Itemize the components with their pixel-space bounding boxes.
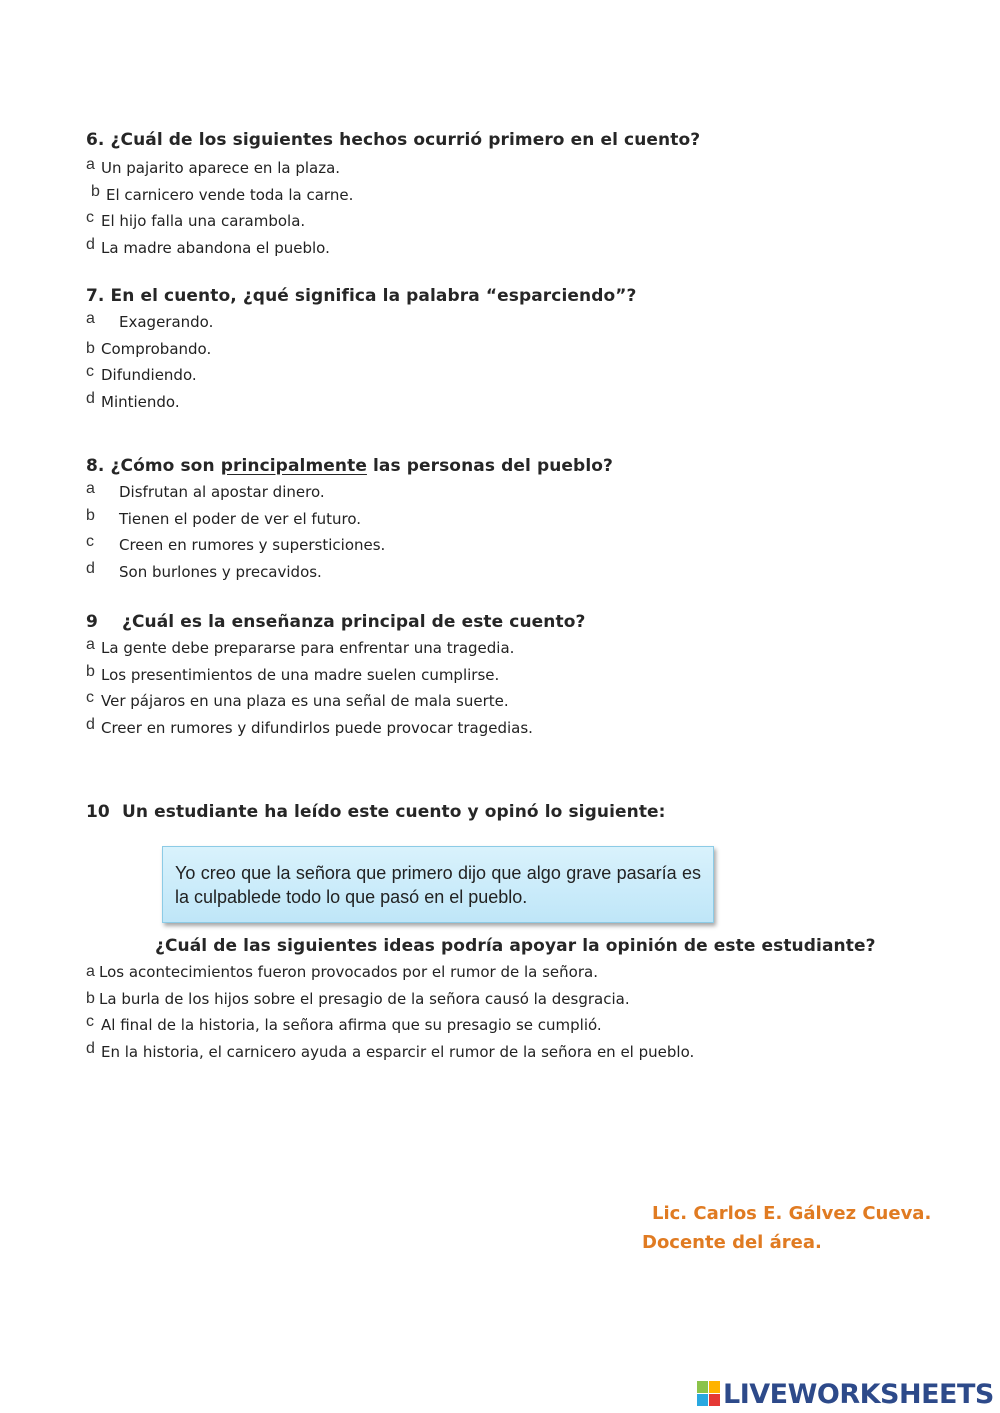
option-letter: c [86,689,94,706]
question-number: 10 [86,802,110,822]
option-text: El carnicero vende toda la carne. [106,185,354,204]
option-text: Exagerando. [119,313,214,331]
question-6-title [86,130,700,150]
option-text: Son burlones y precavidos. [119,562,322,581]
option-letter: a [86,480,95,497]
option-text: Creen en rumores y supersticiones. [119,536,386,554]
option-d[interactable] [86,389,637,416]
option-a[interactable] [86,635,585,662]
option-text: Disfrutan al apostar dinero. [119,483,325,501]
options-list [86,635,585,741]
question-7-title [86,286,637,306]
option-a[interactable] [86,155,700,182]
option-letter: b [91,182,100,200]
option-letter: c [86,1013,94,1030]
option-b[interactable] [86,336,637,363]
option-letter: c [86,209,94,226]
options-list [86,155,700,261]
option-text: Tienen el poder de ver el futuro. [119,509,362,528]
option-text: La madre abandona el pueblo. [101,238,330,257]
question-6 [86,130,700,261]
option-c[interactable] [86,532,613,559]
question-text-underlined: principalmente [220,456,367,476]
student-opinion-box [162,846,714,923]
option-text: La gente debe prepararse para enfrentar una tragedia. [101,639,515,657]
question-text-pre: ¿Cómo son [110,456,221,476]
signature-name: Lic. Carlos E. Gálvez Cueva. [652,1203,932,1224]
option-c[interactable] [86,688,585,715]
option-b[interactable] [86,662,585,689]
option-b[interactable] [86,182,700,209]
option-text: El hijo falla una carambola. [101,212,306,230]
option-text: Los acontecimientos fueron provocados por el rumor de la señora. [99,963,598,981]
option-letter: d [86,559,95,577]
option-text: La burla de los hijos sobre el presagio de la señora causó la desgracia. [99,989,630,1008]
question-8-title [86,456,613,476]
liveworksheets-brand [697,1378,994,1410]
option-letter: c [86,533,94,550]
options-list [86,309,637,415]
options-list [86,479,613,585]
question-text: Un estudiante ha leído este cuento y opinó lo siguiente: [122,802,666,822]
option-letter: d [86,235,95,253]
student-opinion-text: Yo creo que la señora que primero dijo que algo grave pasaría es la culpablede todo lo que pasó en el pueblo. [175,863,701,907]
question-number: 6. [86,130,105,150]
question-10 [86,802,666,822]
liveworksheets-wordmark: LIVEWORKSHEETS [723,1378,994,1410]
option-letter: a [86,963,95,980]
option-letter: c [86,363,94,380]
option-a[interactable] [86,479,613,506]
option-text: Difundiendo. [101,366,197,384]
option-d[interactable] [86,559,613,586]
question-text: En el cuento, ¿qué significa la palabra “esparciendo”? [110,286,637,306]
option-letter: b [86,506,95,524]
option-text: Creer en rumores y difundirlos puede provocar tragedias. [101,718,533,737]
option-letter: a [86,156,95,173]
question-text: ¿Cuál es la enseñanza principal de este cuento? [122,612,586,632]
option-a[interactable] [86,309,637,336]
option-letter: b [86,339,95,357]
question-10-title [86,802,666,822]
option-b[interactable] [86,506,613,533]
option-d[interactable] [86,235,700,262]
option-text: Un pajarito aparece en la plaza. [101,159,341,177]
option-letter: b [86,989,95,1007]
option-c[interactable] [86,208,700,235]
option-letter: b [86,662,95,680]
question-9-title [86,612,585,632]
question-number: 9 [86,612,98,632]
option-c[interactable] [86,362,637,389]
question-7 [86,286,637,415]
option-text: Ver pájaros en una plaza es una señal de mala suerte. [101,692,509,710]
liveworksheets-logo-icon [697,1381,721,1407]
option-text: Comprobando. [101,339,212,358]
signature-role: Docente del área. [642,1232,822,1253]
question-text: ¿Cuál de los siguientes hechos ocurrió primero en el cuento? [110,130,701,150]
question-8 [86,456,613,585]
option-letter: a [86,636,95,653]
option-letter: d [86,1039,95,1057]
option-text: Al final de la historia, la señora afirma que su presagio se cumplió. [101,1016,602,1034]
question-10-subtitle: ¿Cuál de las siguientes ideas podría apoyar la opinión de este estudiante? [155,936,876,956]
question-9 [86,612,585,741]
option-text: En la historia, el carnicero ayuda a esparcir el rumor de la señora en el pueblo. [101,1042,695,1061]
question-number: 8. [86,456,105,476]
option-text: Mintiendo. [101,392,180,411]
option-d[interactable] [86,715,585,742]
question-number: 7. [86,286,105,306]
option-text: Los presentimientos de una madre suelen cumplirse. [101,665,500,684]
option-letter: d [86,715,95,733]
option-letter: a [86,310,95,327]
question-text-post: las personas del pueblo? [366,456,613,476]
option-letter: d [86,389,95,407]
